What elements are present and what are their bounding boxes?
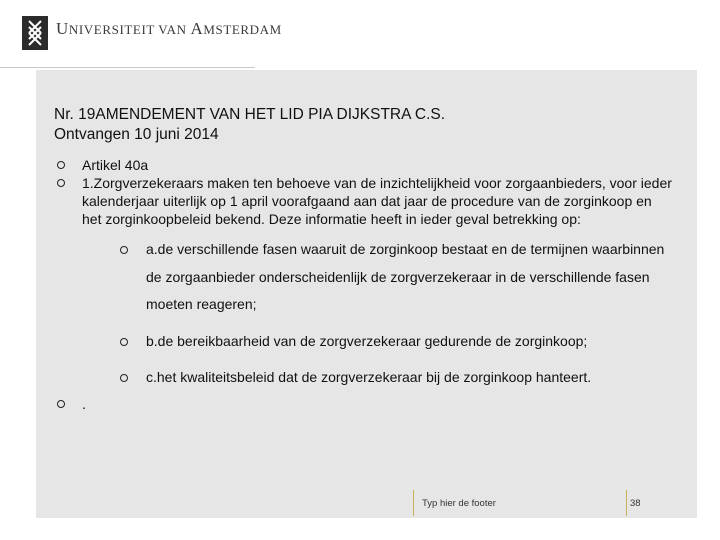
uva-logo-icon bbox=[22, 16, 48, 50]
page-number: 38 bbox=[630, 498, 641, 509]
sub-list-item bbox=[82, 364, 674, 392]
bullet-icon bbox=[57, 161, 65, 169]
sub-list-item-text: c.het kwaliteitsbeleid dat de zorgverzekeraar bij de zorginkoop hanteert. bbox=[146, 369, 592, 385]
list-item bbox=[54, 174, 674, 392]
list-item-text: Artikel 40a bbox=[82, 157, 149, 173]
bullet-icon bbox=[57, 400, 65, 408]
slide-title-line-2: Ontvangen 10 juni 2014 bbox=[54, 126, 219, 143]
list-item bbox=[54, 156, 674, 174]
list-item-text: 1.Zorgverzekeraars maken ten behoeve van de inzichtelijkheid voor zorgaanbieders, voor ieder kalenderjaar uiterlijk op 1 april voorafgaand aan dat jaar de procedure van de zorginkoop en het zorginkoopbeleid bekend. Deze informatie heeft in ieder geval betrekking op: bbox=[82, 175, 672, 227]
bullet-list bbox=[54, 156, 674, 413]
header-divider bbox=[0, 67, 255, 68]
university-name: UNIVERSITEIT VAN AMSTERDAM bbox=[56, 19, 282, 38]
sub-list-item bbox=[82, 236, 674, 319]
sub-list-item-text: b.de bereikbaarheid van de zorgverzekeraar gedurende de zorginkoop; bbox=[146, 332, 588, 349]
footer-text: Typ hier de footer bbox=[422, 498, 496, 509]
bullet-icon bbox=[120, 374, 128, 382]
bullet-icon bbox=[120, 246, 128, 254]
sub-list-item bbox=[82, 328, 674, 356]
slide-title bbox=[54, 105, 694, 145]
bullet-icon bbox=[120, 338, 128, 346]
sub-list-item-text: a.de verschillende fasen waaruit de zorginkoop bestaat en de termijnen waarbinnen de zorgaanbieder onderscheidenlijk de zorgverzekeraar in de verschillende fasen moeten reageren; bbox=[146, 241, 665, 312]
bullet-icon bbox=[57, 179, 65, 187]
slide-title-line-1: Nr. 19AMENDEMENT VAN HET LID PIA DIJKSTRA C.S. bbox=[54, 106, 446, 123]
list-item-text: . bbox=[82, 395, 86, 412]
sub-bullet-list bbox=[82, 236, 674, 392]
header bbox=[0, 0, 720, 70]
list-item bbox=[54, 395, 674, 413]
